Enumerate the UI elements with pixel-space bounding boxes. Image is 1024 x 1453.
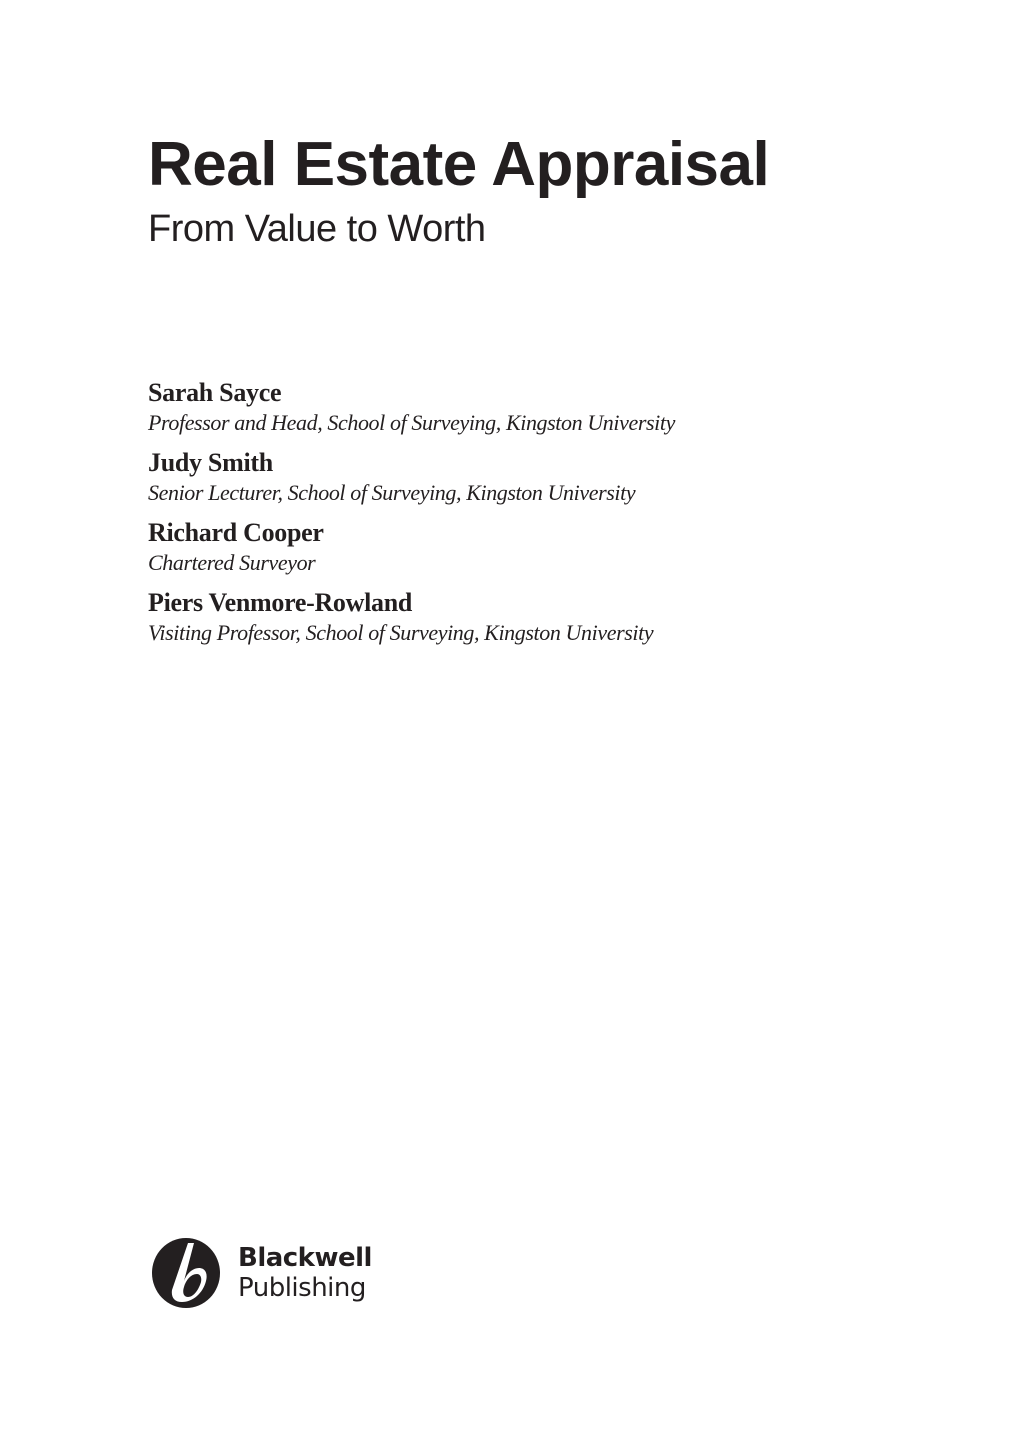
author-entry [148,447,675,507]
author-name: Richard Cooper [148,518,324,547]
author-affiliation: Chartered Surveyor [148,550,316,575]
author-affiliation: Professor and Head, School of Surveying, Kingston University [148,410,675,435]
author-name: Piers Venmore-Rowland [148,588,413,617]
blackwell-b-logo-icon [150,1237,222,1309]
publisher-name-line2: Publishing [238,1273,366,1303]
publisher-name [238,1243,372,1303]
author-name: Sarah Sayce [148,378,282,407]
author-affiliation: Visiting Professor, School of Surveying, Kingston University [148,620,654,645]
author-name: Judy Smith [148,448,273,477]
author-entry [148,517,675,577]
publisher-name-line1: Blackwell [238,1243,372,1273]
title-block [148,128,769,252]
author-entry [148,377,675,437]
author-list [148,377,675,657]
book-subtitle: From Value to Worth [148,208,486,250]
author-affiliation: Senior Lecturer, School of Surveying, Kingston University [148,480,636,505]
book-title: Real Estate Appraisal [148,130,770,199]
author-entry [148,587,675,647]
publisher-imprint [150,1237,372,1309]
